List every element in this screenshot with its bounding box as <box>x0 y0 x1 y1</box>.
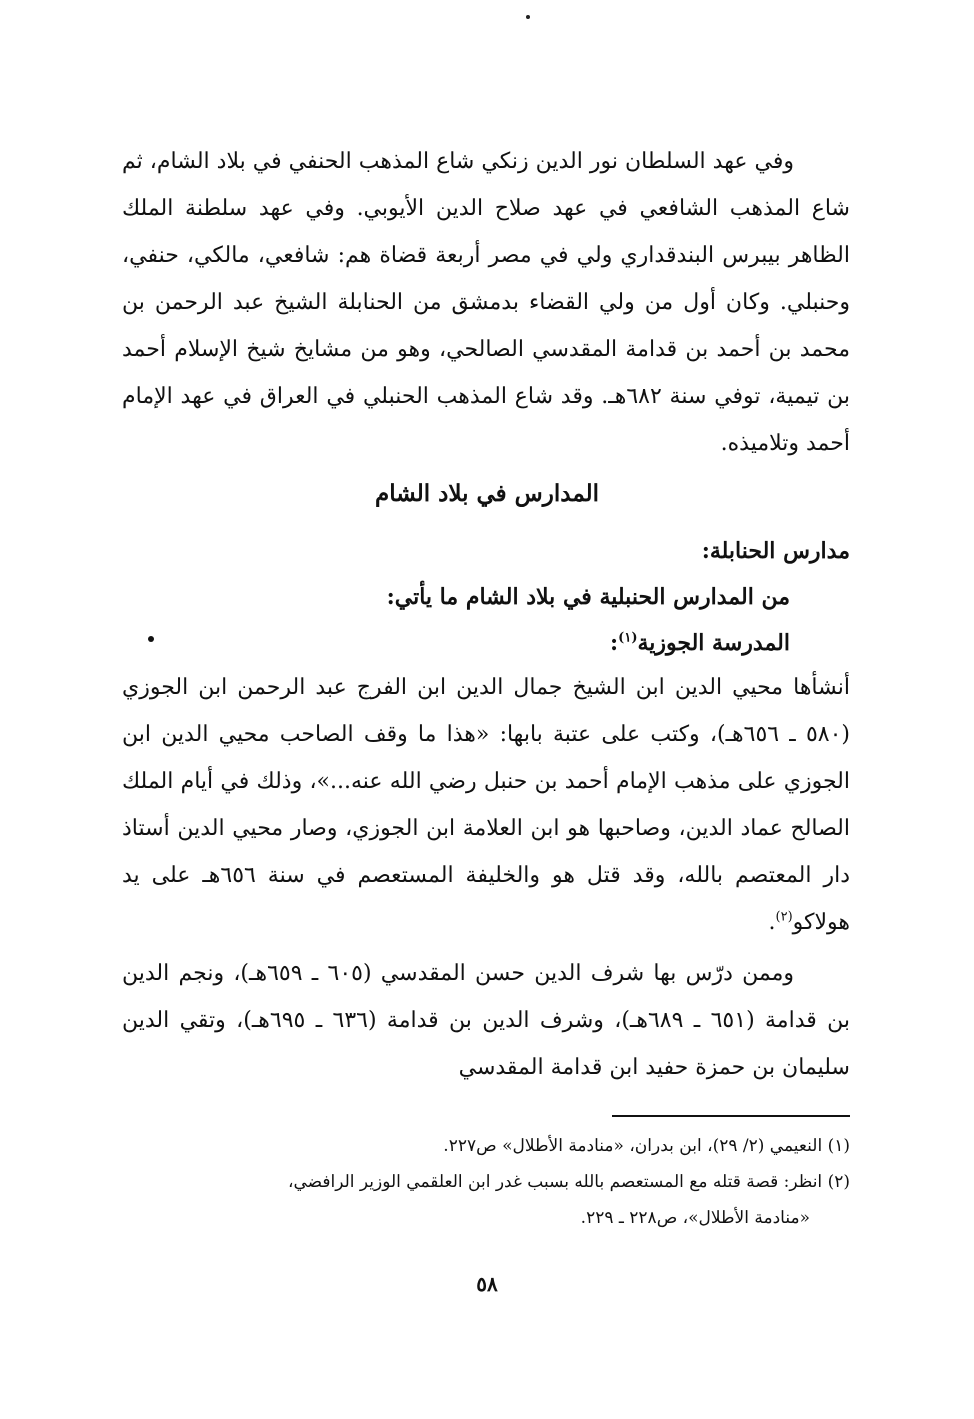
madrasa-title: المدرسة الجوزية <box>637 630 790 656</box>
page-number: ٥٨ <box>476 1272 498 1296</box>
footnote-separator <box>612 1115 850 1117</box>
intro-paragraph-text: وفي عهد السلطان نور الدين زنكي شاع المذهب الحنفي في بلاد الشام، ثم شاع المذهب الشافعي في عهد صلاح الدين الأيوبي. وفي عهد سلطنة الملك الظاهر بيبرس البندقداري ولي في مصر أربعة قضاة هم: شافعي، مالكي، حنفي، وحنبلي. وكان أول من ولي القضاء بدمشق من الحنابلة الشيخ عبد الرحمن بن محمد بن أحمد بن قدامة المقدسي الصالحي، وهو من مشايخ شيخ الإسلام أحمد بن تيمية، توفي سنة ٦٨٢هـ. وقد شاع المذهب الحنبلي في العراق في عهد الإمام أحمد وتلاميذه. <box>122 149 851 456</box>
footnote-ref-1[interactable]: (١) <box>618 630 638 646</box>
footnote-1-marker: (١) <box>827 1136 850 1156</box>
footnote-ref-2[interactable]: (٢) <box>775 909 793 925</box>
section-title: المدارس في بلاد الشام <box>374 480 600 507</box>
lead-line: من المدارس الحنبلية في بلاد الشام ما يأتي: <box>386 584 790 610</box>
subheading-hanabila: مدارس الحنابلة: <box>701 538 850 564</box>
footnote-1-text: النعيمي (٢/ ٢٩)، ابن بدران، «منادمة الأطلال» ص٢٢٧. <box>443 1136 823 1156</box>
footnote-2-marker: (٢) <box>827 1172 850 1192</box>
footnote-1 <box>122 1128 850 1164</box>
jawziyya-paragraph-text <box>122 664 850 946</box>
jawziyya-paragraph <box>122 664 850 946</box>
jawziyya-main-text: أنشأها محيي الدين ابن الشيخ جمال الدين ابن الفرج عبد الرحمن ابن الجوزي (٥٨٠ ـ ٦٥٦هـ)، وكتب على عتبة بابها: «هذا ما وقف الصاحب محيي الدين ابن الجوزي على مذهب الإمام أحمد بن حنبل رضي الله عنه...»، وذلك في أيام الملك الصالح عماد الدين، وصاحبها هو ابن العلامة ابن الجوزي، وصار محيي الدين أستاذ دار المعتصم بالله، وقد قتل هو والخليفة المستعصم في سنة ٦٥٦هـ على يد هولاكو <box>122 675 850 935</box>
madrasa-heading <box>62 620 790 667</box>
intro-paragraph <box>122 138 850 467</box>
teachers-paragraph <box>122 950 850 1091</box>
print-speck <box>526 15 530 19</box>
jawziyya-end-mark: . <box>768 910 776 935</box>
madrasa-colon: : <box>610 630 619 656</box>
teachers-paragraph-text: وممن درّس بها شرف الدين حسن المقدسي (٦٠٥ ـ ٦٥٩هـ)، ونجم الدين بن قدامة (٦٥١ ـ ٦٨٩هـ)، وشرف الدين بن قدامة (٦٣٦ ـ ٦٩٥هـ)، وتقي الدين سليمان بن حمزة حفيد ابن قدامة المقدسي <box>122 961 850 1080</box>
footnote-2 <box>122 1164 850 1200</box>
footnote-2-text: انظر: قصة قتله مع المستعصم بالله بسبب غدر ابن العلقمي الوزير الرافضي، <box>287 1172 823 1192</box>
bullet-dot <box>148 636 154 642</box>
footnote-2-continuation: «منادمة الأطلال»، ص٢٢٨ ـ ٢٢٩. <box>580 1208 810 1228</box>
footnotes <box>122 1128 850 1236</box>
